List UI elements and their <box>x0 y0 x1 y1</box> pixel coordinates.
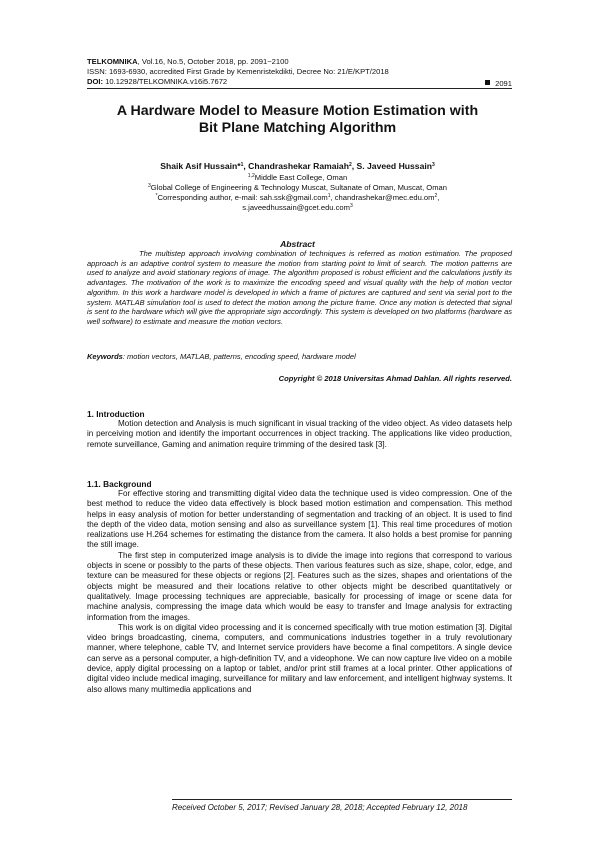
journal-header <box>87 57 512 87</box>
corr-email-2: , chandrashekar@mec.edu.om <box>330 193 435 202</box>
author-2: , Chandrashekar Ramaiah <box>243 161 349 171</box>
author-2-sup: 2 <box>348 162 352 168</box>
corr-text: Corresponding author, e-mail: sah.ssk@gmail.com <box>157 193 328 202</box>
header-rule <box>87 88 512 89</box>
affiliation-2 <box>60 183 535 193</box>
bg-paragraph-2: The first step in computerized image analysis is to divide the image into regions that correspond to various objects in scene or possibly to the parts of these objects. Then various features such as size, shape, color, edge, and texture can be measured for these objects or regions [2]. Features such as the sizes, shapes and orientations of the objects might be measured and their locations relative to other objects might be described quantitatively or qualitatively. Image processing techniques are appreciable, basically for processing of image or scene data for machine analysis, compressing the image data which would be easy to transfer and Image analysis for extracting information from the images. <box>87 550 512 622</box>
aff1-sup: 1,2 <box>247 173 255 179</box>
background-body <box>87 489 512 695</box>
introduction-body <box>87 419 512 450</box>
author-3: , S. Javeed Hussain <box>351 161 432 171</box>
aff1-text: Middle East College, Oman <box>254 173 348 182</box>
aff2-sup: 3 <box>148 183 151 189</box>
keywords-text: : motion vectors, MATLAB, patterns, encoding speed, hardware model <box>122 352 356 361</box>
author-list <box>60 161 535 172</box>
email-3: s.javeedhussain@gcet.edu.com <box>242 203 350 212</box>
page-number: 2091 <box>495 79 512 88</box>
title-line-1: A Hardware Model to Measure Motion Estimation with <box>116 103 479 119</box>
corr-tail: , <box>437 193 440 202</box>
corr-sup-1: 1 <box>327 193 331 199</box>
issn-line: ISSN: 1693-6930, accredited First Grade by Kemenristekdikti, Decree No: 21/E/KPT/2018 <box>87 67 389 76</box>
keywords <box>87 352 512 362</box>
email-3-sup: 3 <box>349 203 353 209</box>
abstract-text: The multistep approach involving combination of techniques is referred as motion estimation. The proposed approach is an adaptive control system to measure the motion from starting point to limit of search. The motion patterns are used to analyze and avoid stationary regions of image. The algorithm proposed is robust efficient and the calculations justify its advantages. The motivation of the work is to maximize the encoding speed and visual quality with the help of motion vector algorithm. In this work a hardware model is developed in which a frame of pictures are captured and sent via serial port to the system. MATLAB simulation tool is used to detect the motion among the picture frame. Once any motion is detected that signal is sent to the hardware which will give the appropriate sign accordingly. This system is developed on two platforms (hardware as well software) to estimate and measure the motion vectors. <box>87 249 512 326</box>
corresponding-author <box>60 193 535 203</box>
footer-rule <box>172 799 512 800</box>
corr-sup: * <box>155 193 158 199</box>
citation-line <box>87 57 512 67</box>
copyright: Copyright © 2018 Universitas Ahmad Dahlan. All rights reserved. <box>278 374 512 383</box>
affiliation-1 <box>60 173 535 183</box>
citation: , Vol.16, No.5, October 2018, pp. 2091~2100 <box>137 57 289 66</box>
square-bullet-icon <box>485 80 490 85</box>
author-1-sup: 1 <box>240 162 244 168</box>
author-3-sup: 3 <box>432 162 435 168</box>
keywords-label: Keywords <box>87 352 123 361</box>
section-heading-background: 1.1. Background <box>87 479 152 489</box>
corr-sup-2: 2 <box>434 193 438 199</box>
title-line-2: Bit Plane Matching Algorithm <box>198 120 397 136</box>
email-3-line <box>60 203 535 213</box>
section-heading-introduction: 1. Introduction <box>87 409 145 419</box>
aff2-text: Global College of Engineering & Technology Muscat, Sultanate of Oman, Muscat, Oman <box>150 183 447 192</box>
doi[interactable]: 10.12928/TELKOMNIKA.v16i5.7672 <box>103 77 228 86</box>
bg-paragraph-3: This work is on digital video processing and it is concerned specifically with true motion estimation [3]. Digital video brings broadcasting, cinema, computers, and communications industries together in a truly revolutionary manner, where telephone, cable TV, and Internet service providers have become a final competitors. A single device can serve as a personal computer, a high-definition TV, and a videophone. We can now capture live video on a mobile device, apply digital processing on a laptop or tablet, and/or print still frames at a local printer. Other applications of digital video include medical imaging, surveillance for military and law enforcement, and intelligent highway systems. It also allows many multimedia applications and <box>87 622 512 694</box>
bg-paragraph-1: For effective storing and transmitting digital video data the technique used is video compression. One of the best method to reduce the video data effectively is block based motion estimation and compensation. This method helps in easy analysis of motion for better understanding of segmentation and tracking of an object. It is used to find the depth of the video data, motion sensing and also as surveillance system [1]. This real time procedures of motion realizations use H.264 schemes for estimating the distance from the camera. It also holds a best promise for panning the still image. <box>87 489 512 550</box>
author-1: Shaik Asif Hussain* <box>160 161 241 171</box>
abstract-heading: Abstract <box>280 239 315 249</box>
intro-paragraph-1: Motion detection and Analysis is much significant in visual tracking of the video object. As video datasets help in perceiving motion and identify the important occurrences in object tracking. The applications like video production, remote surveillance, Gaming and animation require trimming of the desired task [3]. <box>87 419 512 449</box>
journal-name: TELKOMNIKA <box>87 57 138 66</box>
doi-line <box>87 77 512 87</box>
paper-title <box>60 103 535 137</box>
doi-label: DOI: <box>87 77 104 86</box>
received-dates: Received October 5, 2017; Revised January 28, 2018; Accepted February 12, 2018 <box>172 803 468 812</box>
